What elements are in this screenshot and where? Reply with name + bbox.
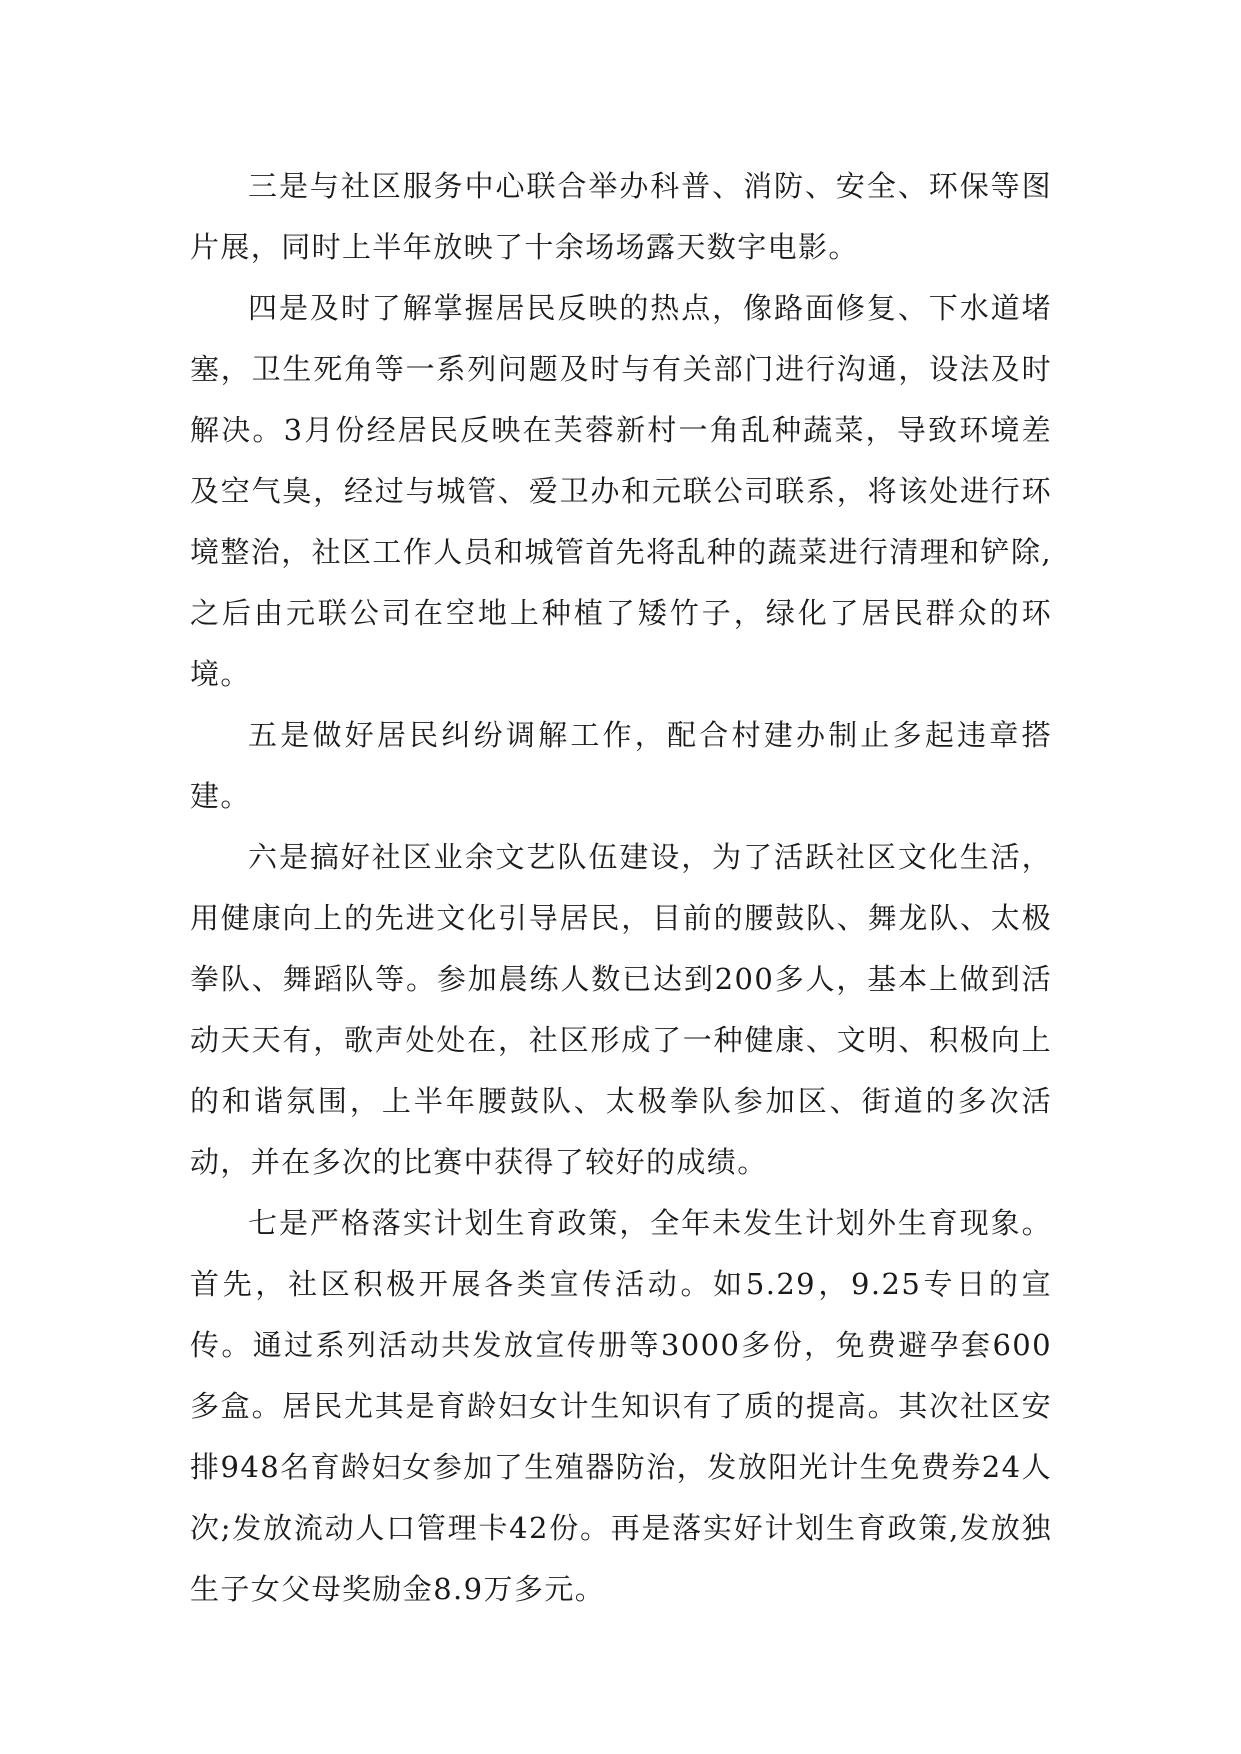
- document-body: [190, 156, 1052, 1620]
- paragraph-4: 四是及时了解掌握居民反映的热点，像路面修复、下水道堵塞，卫生死角等一系列问题及时与有关部门进行沟通，设法及时解决。3月份经居民反映在芙蓉新村一角乱种蔬菜，导致环境差及空气臭，经过与城管、爱卫办和元联公司联系，将该处进行环境整治，社区工作人员和城管首先将乱种的蔬菜进行清理和铲除,之后由元联公司在空地上种植了矮竹子，绿化了居民群众的环境。: [190, 291, 1052, 691]
- paragraph-3: 三是与社区服务中心联合举办科普、消防、安全、环保等图片展，同时上半年放映了十余场场露天数字电影。: [190, 169, 1052, 264]
- paragraph-6: 六是搞好社区业余文艺队伍建设，为了活跃社区文化生活，用健康向上的先进文化引导居民，目前的腰鼓队、舞龙队、太极拳队、舞蹈队等。参加晨练人数已达到200多人，基本上做到活动天天有，歌声处处在，社区形成了一种健康、文明、积极向上的和谐氛围，上半年腰鼓队、太极拳队参加区、街道的多次活动，并在多次的比赛中获得了较好的成绩。: [190, 840, 1052, 1179]
- paragraph-7: 七是严格落实计划生育政策，全年未发生计划外生育现象。首先，社区积极开展各类宣传活动。如5.29，9.25专日的宣传。通过系列活动共发放宣传册等3000多份，免费避孕套600多盒。居民尤其是育龄妇女计生知识有了质的提高。其次社区安排948名育龄妇女参加了生殖器防治，发放阳光计生免费券24人次;发放流动人口管理卡42份。再是落实好计划生育政策,发放独生子女父母奖励金8.9万多元。: [190, 1206, 1052, 1606]
- paragraph-5: 五是做好居民纠纷调解工作，配合村建办制止多起违章搭建。: [190, 718, 1052, 813]
